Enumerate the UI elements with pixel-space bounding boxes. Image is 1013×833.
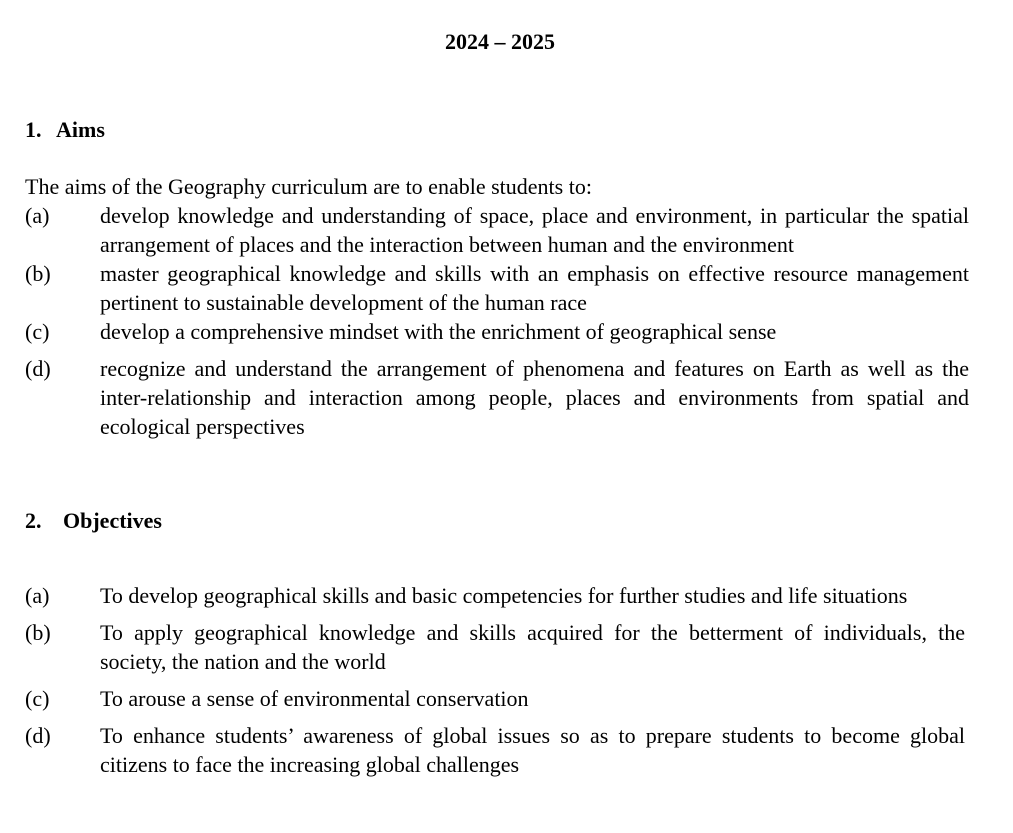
list-item [25,581,965,610]
section-title: Aims [56,117,105,142]
aims-intro-text: The aims of the Geography curriculum are to enable students to: [25,174,592,199]
list-item [25,684,965,713]
item-text: To enhance students’ awareness of global issues so as to prepare students to become global citizens to face the increasing global challenges [100,723,965,777]
item-marker: (d) [25,356,51,381]
objectives-list [25,581,965,787]
item-marker: (c) [25,319,50,344]
section-number: 1. [25,117,42,142]
item-text: To apply geographical knowledge and skills acquired for the betterment of individuals, the society, the nation and the world [100,620,965,674]
list-item [25,721,965,779]
item-marker: (c) [25,686,50,711]
list-item [25,259,969,317]
list-item [25,618,965,676]
section-title: Objectives [63,508,162,533]
item-marker: (b) [25,620,51,645]
section-heading-objectives [25,506,162,536]
item-marker: (a) [25,583,50,608]
list-item [25,201,969,259]
item-text: recognize and understand the arrangement of phenomena and features on Earth as well as the inter-relationship and interaction among people, places and environments from spatial and ecological perspectives [100,356,969,439]
list-item [25,317,969,346]
document-year-heading: 2024 – 2025 [445,29,555,54]
item-text: master geographical knowledge and skills with an emphasis on effective resource management pertinent to sustainable development of the human race [100,261,969,315]
list-item [25,354,969,441]
item-text: To develop geographical skills and basic competencies for further studies and life situations [100,583,908,608]
item-marker: (d) [25,723,51,748]
aims-list [25,201,969,441]
section-heading-aims [25,115,105,145]
section-number: 2. [25,508,42,533]
item-marker: (a) [25,203,50,228]
item-text: develop knowledge and understanding of space, place and environment, in particular the spatial arrangement of places and the interaction between human and the environment [100,203,969,257]
item-marker: (b) [25,261,51,286]
item-text: develop a comprehensive mindset with the enrichment of geographical sense [100,319,777,344]
item-text: To arouse a sense of environmental conservation [100,686,529,711]
